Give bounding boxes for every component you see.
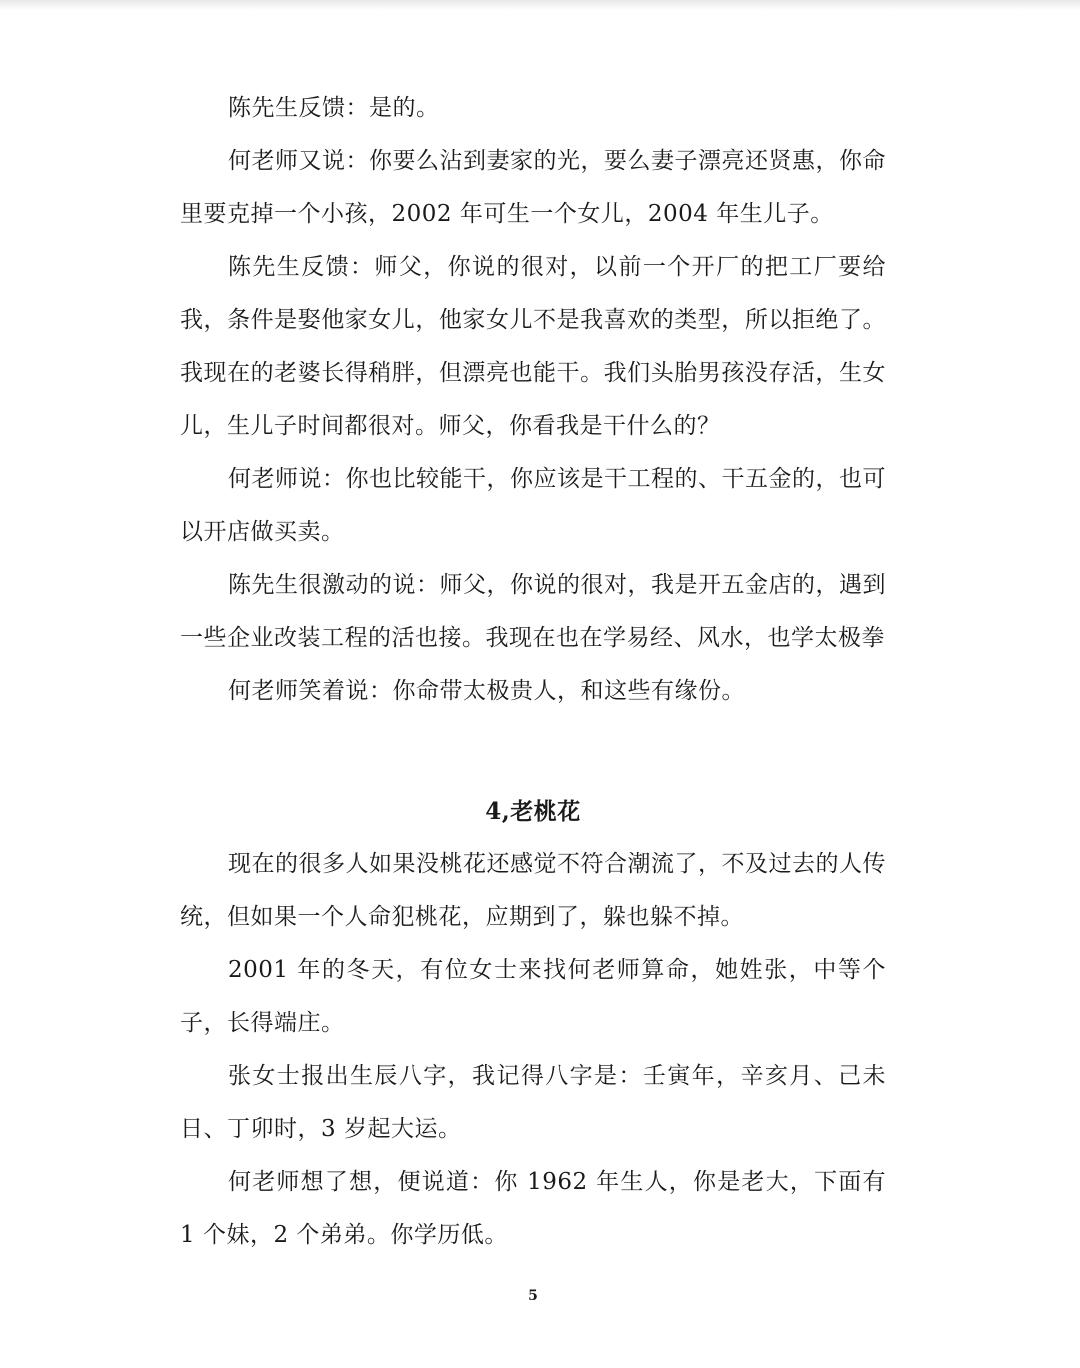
scan-top-shadow: [0, 0, 1080, 10]
paragraph: 何老师笑着说：你命带太极贵人，和这些有缘份。: [228, 678, 745, 704]
page-number: 5: [528, 1288, 538, 1304]
paragraph: 何老师说：你也比较能干，你应该是干工程的、干五金的，也可以开店做买卖。: [180, 466, 886, 545]
paragraph: 陈先生反馈：师父，你说的很对，以前一个开厂的把工厂要给我，条件是娶他家女儿，他家女儿不是我喜欢的类型，所以拒绝了。我现在的老婆长得稍胖，但漂亮也能干。我们头胎男孩没存活，生女儿，生儿子时间都很对。师父，你看我是干什么的？: [180, 254, 886, 439]
body-text: [180, 82, 886, 1262]
paragraph: 何老师又说：你要么沾到妻家的光，要么妻子漂亮还贤惠，你命里要克掉一个小孩，2002 年可生一个女儿，2004 年生儿子。: [180, 148, 886, 227]
paragraph: 何老师想了想，便说道：你 1962 年生人，你是老大，下面有 1 个妹，2 个弟弟。你学历低。: [180, 1169, 886, 1248]
paragraph: 陈先生很激动的说：师父，你说的很对，我是开五金店的，遇到一些企业改装工程的活也接。我现在也在学易经、风水，也学太极拳: [180, 572, 886, 651]
paragraph: 陈先生反馈：是的。: [228, 95, 440, 121]
section-title: 4,老桃花: [485, 798, 581, 825]
paragraph: 现在的很多人如果没桃花还感觉不符合潮流了，不及过去的人传统，但如果一个人命犯桃花，应期到了，躲也躲不掉。: [180, 851, 886, 930]
paragraph: 2001 年的冬天，有位女士来找何老师算命，她姓张，中等个子，长得端庄。: [180, 957, 886, 1036]
paragraph: 张女士报出生辰八字，我记得八字是：壬寅年，辛亥月、己未日、丁卯时，3 岁起大运。: [180, 1063, 886, 1142]
